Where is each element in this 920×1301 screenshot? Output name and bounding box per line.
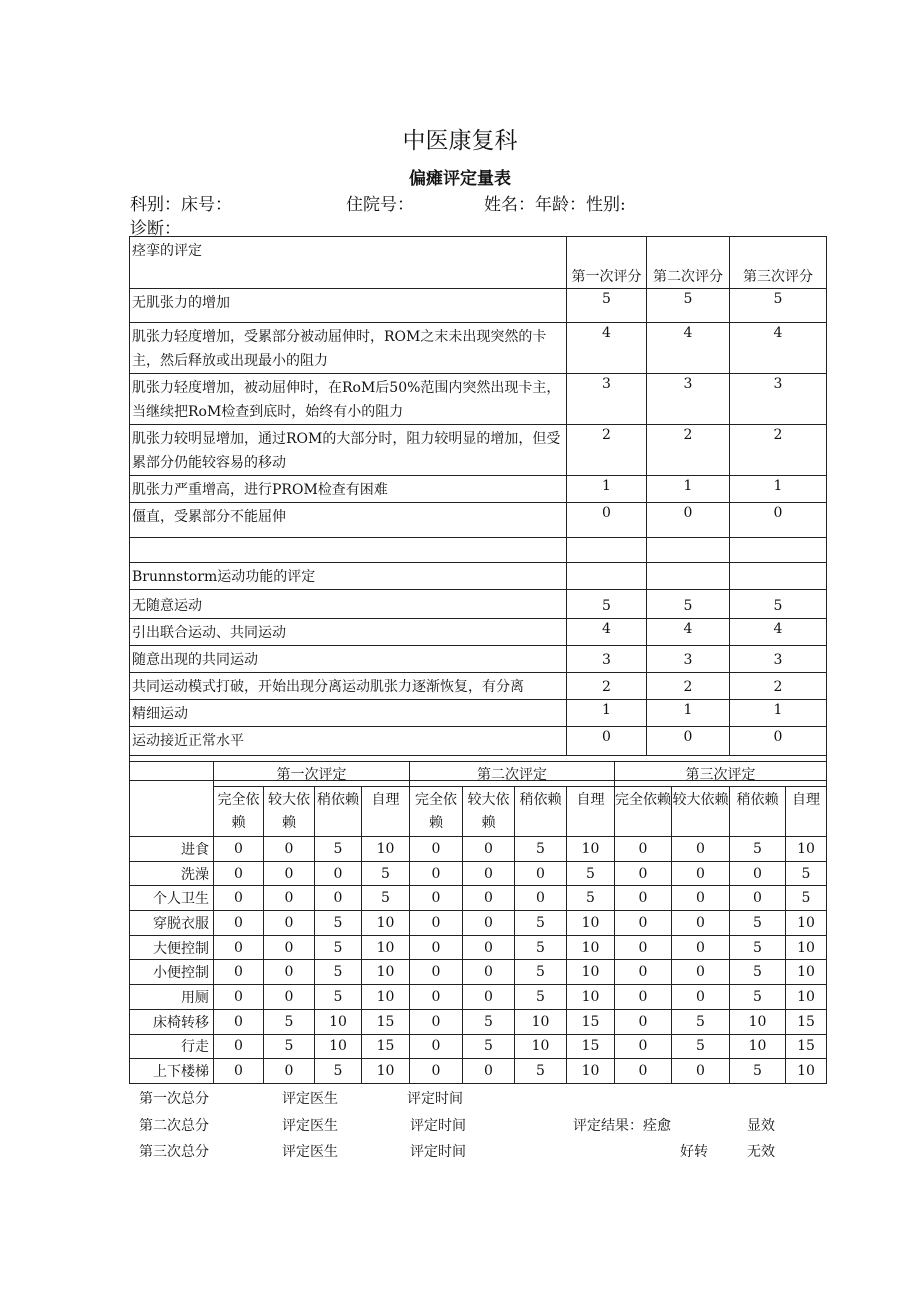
adl-value: 0 (615, 911, 672, 936)
adl-item: 进食 (130, 837, 214, 862)
spasticity-row (130, 503, 827, 538)
adl-value: 15 (567, 1034, 615, 1059)
adl-value: 0 (672, 886, 730, 911)
adl-value: 0 (410, 1009, 463, 1034)
adl-value: 0 (463, 985, 515, 1010)
score-cell: 1 (730, 476, 827, 503)
adl-value: 5 (315, 911, 362, 936)
adl-subheader: 较大依赖 (672, 787, 730, 837)
adl-item: 小便控制 (130, 960, 214, 985)
adl-value: 0 (672, 960, 730, 985)
adl-value: 0 (264, 886, 315, 911)
adl-value: 5 (567, 861, 615, 886)
adl-value: 0 (672, 935, 730, 960)
adl-corner (130, 762, 214, 837)
adl-value: 0 (410, 935, 463, 960)
adl-value: 5 (730, 1059, 786, 1084)
info-diagnosis: 诊断： (130, 219, 181, 239)
adl-subheader: 完全依赖 (214, 787, 264, 837)
adl-value: 0 (672, 911, 730, 936)
adl-value: 5 (786, 886, 827, 911)
adl-value: 0 (410, 911, 463, 936)
adl-value: 10 (730, 1009, 786, 1034)
score-cell: 4 (647, 323, 730, 374)
adl-value: 0 (214, 861, 264, 886)
score-cell: 1 (647, 700, 730, 727)
adl-subheader: 自理 (567, 787, 615, 837)
adl-subheader: 稍依赖 (515, 787, 567, 837)
result-label: 评定结果：痊愈 (573, 1118, 671, 1134)
adl-value: 10 (567, 960, 615, 985)
brunnstrom-row (130, 619, 827, 646)
adl-value: 10 (362, 960, 410, 985)
adl-value: 5 (315, 1059, 362, 1084)
adl-value: 5 (362, 886, 410, 911)
spasticity-row (130, 289, 827, 323)
brunnstrom-row (130, 727, 827, 756)
score-cell: 4 (730, 619, 827, 646)
adl-subheader: 完全依赖 (615, 787, 672, 837)
adl-value: 0 (214, 886, 264, 911)
result-better: 好转 (680, 1144, 708, 1160)
adl-row (130, 886, 827, 911)
adl-value: 0 (463, 960, 515, 985)
adl-value: 0 (264, 861, 315, 886)
adl-item: 个人卫生 (130, 886, 214, 911)
score-cell: 2 (730, 425, 827, 476)
adl-row (130, 960, 827, 985)
score-header-3: 第三次评分 (730, 237, 827, 289)
spasticity-row (130, 425, 827, 476)
score-cell: 4 (567, 619, 647, 646)
adl-item: 大便控制 (130, 935, 214, 960)
score-cell: 0 (567, 727, 647, 756)
brunnstrom-desc: 引出联合运动、共同运动 (130, 619, 567, 646)
adl-value: 0 (672, 1059, 730, 1084)
brunnstrom-desc: 随意出现的共同运动 (130, 646, 567, 673)
adl-value: 15 (362, 1034, 410, 1059)
adl-value: 5 (786, 861, 827, 886)
adl-value: 15 (362, 1009, 410, 1034)
adl-value: 5 (515, 1059, 567, 1084)
adl-value: 0 (214, 935, 264, 960)
brunnstrom-row (130, 673, 827, 700)
spasticity-desc: 肌张力较明显增加，通过ROM的大部分时，阻力较明显的增加，但受累部分仍能较容易的移动 (130, 425, 567, 476)
adl-value: 0 (214, 1034, 264, 1059)
adl-value: 5 (515, 837, 567, 862)
adl-value: 5 (515, 985, 567, 1010)
score-cell: 5 (567, 590, 647, 619)
brunnstrom-header-row (130, 563, 827, 590)
adl-value: 0 (615, 861, 672, 886)
adl-value: 0 (410, 837, 463, 862)
doctor-label-1: 评定医生 (282, 1091, 338, 1107)
score-cell: 1 (647, 476, 730, 503)
spasticity-row (130, 323, 827, 374)
adl-value: 5 (730, 837, 786, 862)
adl-value: 0 (410, 1034, 463, 1059)
adl-subheader: 完全依赖 (410, 787, 463, 837)
adl-value: 0 (264, 1059, 315, 1084)
score-cell: 3 (567, 374, 647, 425)
adl-value: 0 (672, 861, 730, 886)
adl-value: 0 (264, 935, 315, 960)
adl-value: 10 (786, 911, 827, 936)
brunnstrom-desc: 运动接近正常水平 (130, 727, 567, 756)
adl-value: 0 (615, 837, 672, 862)
adl-value: 5 (730, 960, 786, 985)
score-cell: 0 (647, 503, 730, 538)
adl-value: 5 (730, 935, 786, 960)
info-name-age-sex: 姓名：年龄：性别: (484, 195, 626, 215)
adl-value: 0 (615, 1059, 672, 1084)
info-dept-bed: 科别：床号： (130, 195, 232, 215)
adl-value: 10 (515, 1034, 567, 1059)
adl-value: 15 (786, 1009, 827, 1034)
adl-value: 0 (410, 861, 463, 886)
adl-value: 10 (567, 837, 615, 862)
adl-value: 10 (362, 837, 410, 862)
adl-value: 0 (615, 935, 672, 960)
adl-value: 5 (672, 1034, 730, 1059)
score-cell: 3 (567, 646, 647, 673)
info-admission-no: 住院号： (346, 195, 414, 215)
adl-value: 0 (515, 861, 567, 886)
adl-item: 用厕 (130, 985, 214, 1010)
page-subtitle: 偏瘫评定量表 (409, 169, 511, 189)
assessment-table (129, 236, 827, 781)
score-cell: 0 (730, 727, 827, 756)
adl-group-2: 第二次评定 (410, 762, 615, 787)
spasticity-desc: 肌张力严重增高，进行PROM检查有困难 (130, 476, 567, 503)
adl-subheader: 较大依赖 (463, 787, 515, 837)
brunnstrom-row (130, 700, 827, 727)
score-cell: 1 (567, 700, 647, 727)
adl-row (130, 1034, 827, 1059)
adl-value: 0 (410, 886, 463, 911)
adl-value: 5 (567, 886, 615, 911)
score-cell: 0 (647, 727, 730, 756)
time-label-1: 评定时间 (407, 1091, 463, 1107)
adl-value: 0 (214, 1009, 264, 1034)
adl-subheader: 自理 (362, 787, 410, 837)
adl-value: 0 (264, 911, 315, 936)
adl-value: 10 (315, 1009, 362, 1034)
adl-value: 0 (214, 985, 264, 1010)
score-cell: 2 (647, 425, 730, 476)
score-cell: 3 (647, 646, 730, 673)
adl-value: 10 (567, 1059, 615, 1084)
adl-value: 0 (463, 837, 515, 862)
adl-subheader: 较大依赖 (264, 787, 315, 837)
total-score-3: 第三次总分 (139, 1144, 209, 1160)
adl-row (130, 911, 827, 936)
adl-group-row (130, 762, 827, 787)
score-cell: 2 (567, 673, 647, 700)
adl-value: 10 (362, 985, 410, 1010)
spasticity-header-row (130, 237, 827, 289)
brunnstrom-heading: Brunnstorm运动功能的评定 (130, 563, 567, 590)
adl-value: 0 (615, 1009, 672, 1034)
score-cell: 5 (730, 590, 827, 619)
adl-value: 0 (264, 837, 315, 862)
adl-group-3: 第三次评定 (615, 762, 827, 787)
adl-value: 0 (463, 1059, 515, 1084)
adl-value: 5 (515, 911, 567, 936)
time-label-3: 评定时间 (410, 1144, 466, 1160)
adl-row (130, 861, 827, 886)
spasticity-desc: 僵直，受累部分不能屈伸 (130, 503, 567, 538)
adl-value: 5 (315, 837, 362, 862)
adl-value: 10 (567, 911, 615, 936)
adl-value: 0 (410, 985, 463, 1010)
spasticity-row (130, 374, 827, 425)
spasticity-row (130, 476, 827, 503)
score-cell: 0 (567, 503, 647, 538)
page-title: 中医康复科 (402, 128, 518, 154)
adl-subheader-row (130, 787, 827, 837)
adl-value: 10 (786, 935, 827, 960)
adl-value: 0 (315, 886, 362, 911)
adl-value: 0 (515, 886, 567, 911)
doctor-label-2: 评定医生 (282, 1118, 338, 1134)
adl-value: 5 (264, 1009, 315, 1034)
total-score-2: 第二次总分 (139, 1118, 209, 1134)
adl-value: 5 (730, 911, 786, 936)
score-cell: 5 (647, 590, 730, 619)
score-cell: 3 (730, 646, 827, 673)
adl-row (130, 985, 827, 1010)
adl-value: 0 (672, 837, 730, 862)
adl-row (130, 1059, 827, 1084)
adl-value: 5 (515, 935, 567, 960)
blank-row (130, 538, 827, 563)
spasticity-heading: 痉挛的评定 (130, 237, 567, 289)
adl-subheader: 稍依赖 (730, 787, 786, 837)
score-header-2: 第二次评分 (647, 237, 730, 289)
adl-value: 0 (214, 1059, 264, 1084)
adl-value: 5 (315, 935, 362, 960)
adl-value: 10 (786, 960, 827, 985)
adl-item: 行走 (130, 1034, 214, 1059)
adl-value: 10 (786, 1059, 827, 1084)
adl-value: 10 (730, 1034, 786, 1059)
score-header-1: 第一次评分 (567, 237, 647, 289)
score-cell: 3 (730, 374, 827, 425)
result-none: 无效 (747, 1144, 775, 1160)
adl-value: 5 (315, 985, 362, 1010)
adl-item: 洗澡 (130, 861, 214, 886)
adl-value: 10 (786, 837, 827, 862)
adl-value: 5 (515, 960, 567, 985)
adl-value: 0 (730, 861, 786, 886)
spasticity-desc: 肌张力轻度增加，受累部分被动屈伸时，ROM之末未出现突然的卡主，然后释放或出现最小的阻力 (130, 323, 567, 374)
adl-value: 15 (567, 1009, 615, 1034)
adl-item: 床椅转移 (130, 1009, 214, 1034)
adl-value: 0 (463, 911, 515, 936)
adl-value: 0 (615, 1034, 672, 1059)
spasticity-desc: 肌张力轻度增加，被动屈伸时，在RoM后50%范围内突然出现卡主，当继续把RoM检查到底时，始终有小的阻力 (130, 374, 567, 425)
adl-value: 10 (362, 935, 410, 960)
adl-table (129, 761, 827, 1084)
adl-value: 5 (730, 985, 786, 1010)
adl-value: 5 (463, 1009, 515, 1034)
adl-item: 上下楼梯 (130, 1059, 214, 1084)
adl-value: 10 (515, 1009, 567, 1034)
adl-value: 5 (315, 960, 362, 985)
adl-value: 0 (463, 935, 515, 960)
adl-value: 5 (672, 1009, 730, 1034)
brunnstrom-row (130, 646, 827, 673)
brunnstrom-desc: 无随意运动 (130, 590, 567, 619)
adl-item: 穿脱衣服 (130, 911, 214, 936)
score-cell: 0 (730, 503, 827, 538)
adl-subheader: 稍依赖 (315, 787, 362, 837)
brunnstrom-desc: 精细运动 (130, 700, 567, 727)
adl-value: 0 (315, 861, 362, 886)
adl-value: 10 (786, 985, 827, 1010)
time-label-2: 评定时间 (410, 1118, 466, 1134)
adl-value: 5 (362, 861, 410, 886)
adl-value: 10 (315, 1034, 362, 1059)
result-marked: 显效 (747, 1118, 775, 1134)
adl-body (130, 837, 827, 1084)
adl-subheader: 自理 (786, 787, 827, 837)
adl-group-1: 第一次评定 (214, 762, 410, 787)
score-cell: 4 (647, 619, 730, 646)
adl-value: 0 (463, 861, 515, 886)
score-cell: 3 (647, 374, 730, 425)
adl-value: 10 (362, 1059, 410, 1084)
adl-value: 10 (362, 911, 410, 936)
score-cell: 4 (730, 323, 827, 374)
adl-value: 15 (786, 1034, 827, 1059)
score-cell: 1 (730, 700, 827, 727)
total-score-1: 第一次总分 (139, 1091, 209, 1107)
adl-value: 0 (615, 960, 672, 985)
doctor-label-3: 评定医生 (282, 1144, 338, 1160)
adl-value: 10 (567, 935, 615, 960)
adl-row (130, 837, 827, 862)
brunnstrom-row (130, 590, 827, 619)
adl-value: 0 (214, 837, 264, 862)
score-cell: 5 (730, 289, 827, 323)
adl-value: 0 (264, 960, 315, 985)
score-cell: 5 (647, 289, 730, 323)
adl-value: 5 (463, 1034, 515, 1059)
brunnstrom-desc: 共同运动模式打破，开始出现分离运动肌张力逐渐恢复，有分离 (130, 673, 567, 700)
score-cell: 5 (567, 289, 647, 323)
adl-value: 5 (264, 1034, 315, 1059)
score-cell: 1 (567, 476, 647, 503)
adl-value: 0 (410, 1059, 463, 1084)
adl-value: 0 (214, 911, 264, 936)
adl-value: 0 (615, 886, 672, 911)
adl-row (130, 1009, 827, 1034)
adl-value: 0 (615, 985, 672, 1010)
score-cell: 2 (647, 673, 730, 700)
adl-value: 0 (730, 886, 786, 911)
adl-value: 0 (264, 985, 315, 1010)
adl-value: 0 (463, 886, 515, 911)
adl-value: 0 (672, 985, 730, 1010)
spasticity-desc: 无肌张力的增加 (130, 289, 567, 323)
adl-row (130, 935, 827, 960)
score-cell: 2 (567, 425, 647, 476)
score-cell: 2 (730, 673, 827, 700)
adl-value: 10 (567, 985, 615, 1010)
adl-value: 0 (410, 960, 463, 985)
adl-value: 0 (214, 960, 264, 985)
score-cell: 4 (567, 323, 647, 374)
